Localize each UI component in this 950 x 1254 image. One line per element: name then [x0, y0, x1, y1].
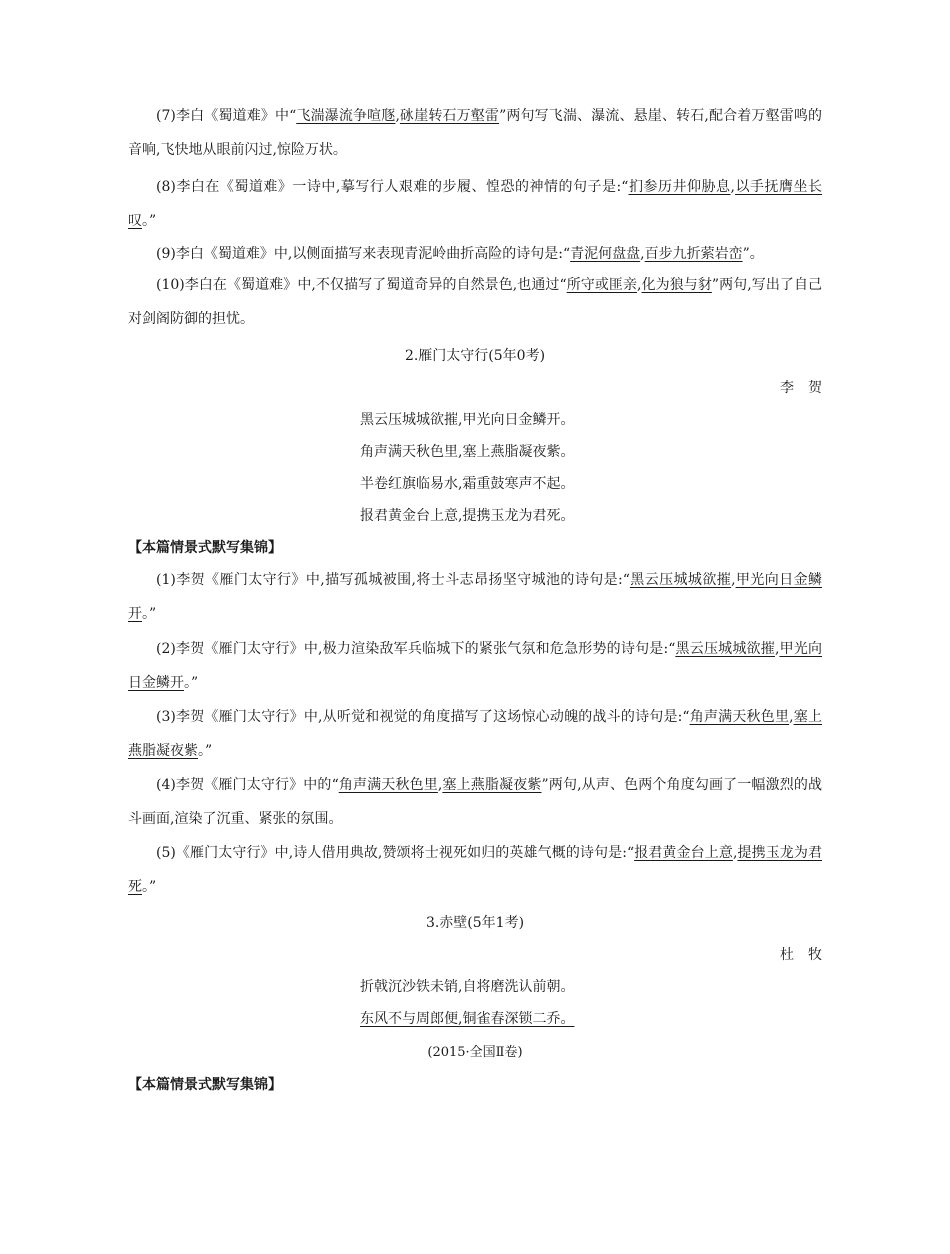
- poem-line: 半卷红旗临易水,霜重鼓寒声不起。: [360, 476, 575, 492]
- question-4: (4)李贺《雁门太守行》中的“角声满天秋色里,塞上燕脂凝夜紫”两句,从声、色两个角度勾画了一幅激烈的战斗画面,渲染了沉重、紧张的氛围。: [128, 777, 822, 827]
- answer-text: 甲光向日金鳞开: [128, 572, 823, 622]
- answer-text: 以手抚膺坐长叹: [128, 179, 823, 229]
- answer-text: 角声满天秋色里: [338, 777, 438, 793]
- question-9: (9)李白《蜀道难》中,以侧面描写来表现青泥岭曲折高险的诗句是:“青泥何盘盘,百步九折萦岩峦”。: [156, 246, 764, 262]
- question-1: (1)李贺《雁门太守行》中,描写孤城被围,将士斗志昂扬坚守城池的诗句是:“黑云压城城欲摧,甲光向日金鳞开。”: [128, 572, 823, 622]
- question-5: (5)《雁门太守行》中,诗人借用典故,赞颂将士视死如归的英雄气概的诗句是:“报君黄金台上意,提携玉龙为君死。”: [128, 845, 823, 895]
- poem-line: 报君黄金台上意,提携玉龙为君死。: [360, 508, 575, 524]
- answer-text: 报君黄金台上意: [634, 845, 733, 861]
- poem-line: 折戟沉沙铁未销,自将磨洗认前朝。: [360, 979, 575, 995]
- answer-text: 甲光向日金鳞开: [128, 641, 823, 691]
- poem-author: 杜牧: [780, 947, 836, 963]
- question-8: (8)李白在《蜀道难》一诗中,摹写行人艰难的步履、惶恐的神情的句子是:“扪参历井仰胁息,以手抚膺坐长叹。”: [128, 179, 823, 229]
- answer-text: 黑云压城城欲摧: [675, 641, 775, 657]
- answer-text: 青泥何盘盘: [570, 246, 641, 262]
- question-7: (7)李白《蜀道难》中“飞湍瀑流争喧豗,砯崖转石万壑雷”两句写飞湍、瀑流、悬崖、转石,配合着万壑雷鸣的音响,飞快地从眼前闪过,惊险万状。: [128, 108, 822, 158]
- section-heading: 【本篇情景式默写集锦】: [128, 1077, 282, 1093]
- poem-title: 2.雁门太守行(5年0考): [404, 348, 546, 364]
- section-heading: 【本篇情景式默写集锦】: [128, 540, 282, 556]
- answer-text: 扪参历井仰胁息: [628, 179, 731, 195]
- poem-line: 东风不与周郎便,铜雀春深锁二乔。: [360, 1011, 575, 1027]
- poem-line: 角声满天秋色里,塞上燕脂凝夜紫。: [360, 444, 575, 460]
- question-2: (2)李贺《雁门太守行》中,极力渲染敌军兵临城下的紧张气氛和危急形势的诗句是:“黑云压城城欲摧,甲光向日金鳞开。”: [128, 641, 823, 691]
- question-3: (3)李贺《雁门太守行》中,从听觉和视觉的角度描写了这场惊心动魄的战斗的诗句是:“角声满天秋色里,塞上燕脂凝夜紫。”: [128, 709, 823, 759]
- answer-text: 塞上燕脂凝夜紫: [128, 709, 823, 759]
- question-10: (10)李白在《蜀道难》中,不仅描写了蜀道奇异的自然景色,也通过“所守或匪亲,化为狼与豺”两句,写出了自己对剑阁防御的担忧。: [128, 277, 823, 327]
- answer-text: 百步九折萦岩峦: [644, 246, 743, 262]
- answer-text: 所守或匪亲: [566, 277, 638, 293]
- poem-source: (2015·全国Ⅱ卷): [427, 1045, 523, 1060]
- answer-text: 角声满天秋色里: [689, 709, 790, 725]
- answer-text: 飞湍瀑流争喧豗: [296, 108, 396, 124]
- poem-author: 李贺: [780, 380, 836, 396]
- poem-title: 3.赤壁(5年1考): [425, 915, 525, 931]
- answer-text: 砯崖转石万壑雷: [399, 108, 500, 124]
- answer-text: 塞上燕脂凝夜紫: [442, 777, 542, 793]
- answer-text: 黑云压城城欲摧: [629, 572, 732, 588]
- answer-text: 化为狼与豺: [641, 277, 712, 293]
- poem-line: 黑云压城城欲摧,甲光向日金鳞开。: [360, 412, 575, 428]
- answer-text: 提携玉龙为君死: [128, 845, 823, 895]
